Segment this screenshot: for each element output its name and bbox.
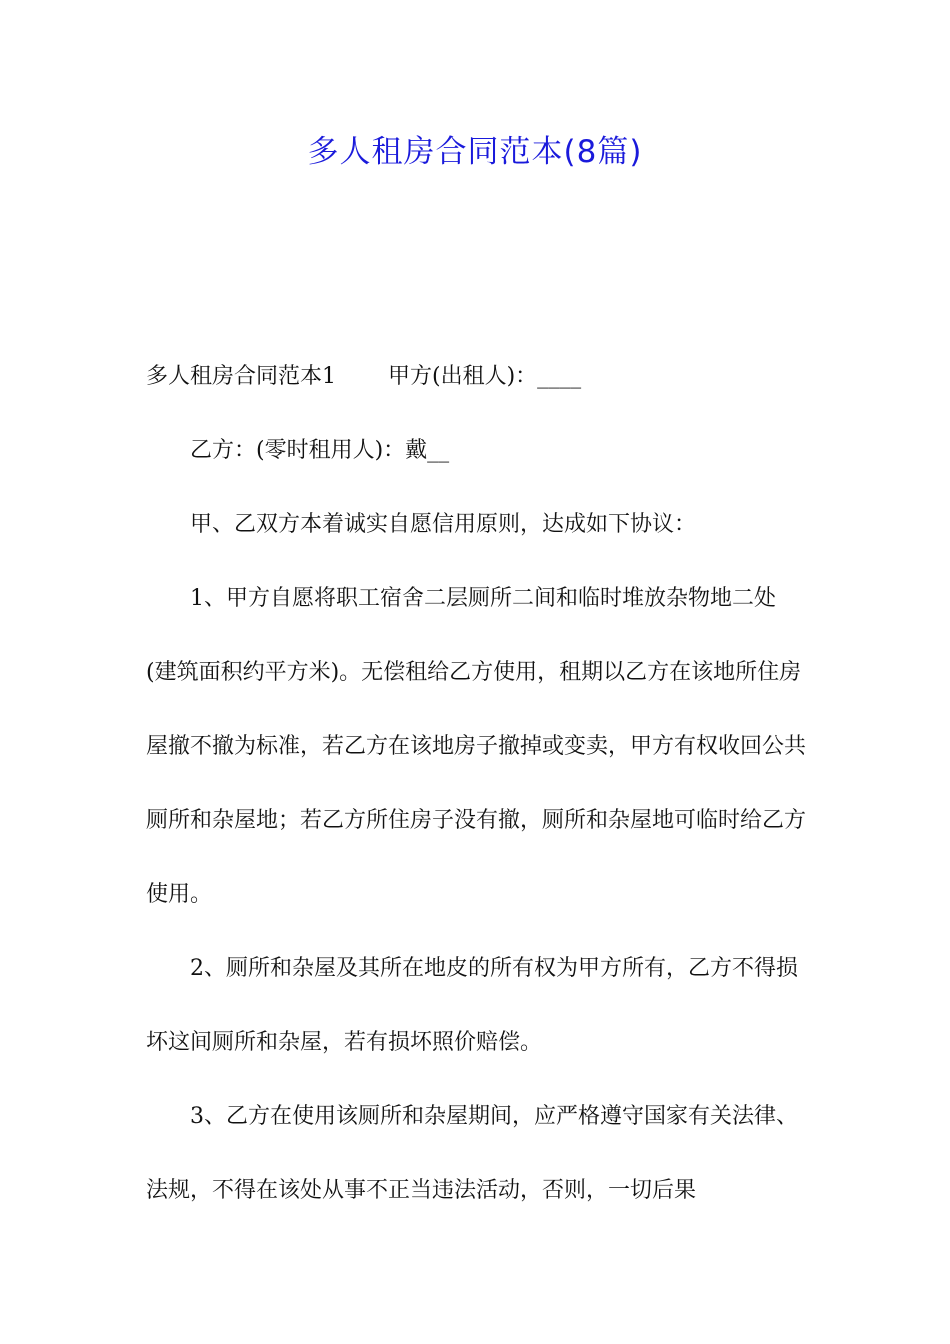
clause-2-paragraph: 2、厕所和杂屋及其所在地皮的所有权为甲方所有，乙方不得损坏这间厕所和杂屋，若有损坏照价赔偿。 bbox=[146, 956, 798, 1055]
sample-heading: 多人租房合同范本1 bbox=[146, 364, 336, 389]
clause-3-paragraph: 3、乙方在使用该厕所和杂屋期间，应严格遵守国家有关法律、法规，不得在该处从事不正当违法活动，否则，一切后果 bbox=[146, 1104, 798, 1203]
intro-paragraph: 甲、乙双方本着诚实自愿信用原则，达成如下协议： bbox=[190, 512, 697, 537]
document-body bbox=[146, 340, 806, 1228]
party-b-line: 乙方：(零时租用人)：戴__ bbox=[190, 438, 450, 463]
heading-line bbox=[146, 340, 806, 414]
clause-1-paragraph: 1、甲方自愿将职工宿舍二层厕所二间和临时堆放杂物地二处(建筑面积约平方米)。无偿租给乙方使用，租期以乙方在该地所住房屋撤不撤为标准，若乙方在该地房子撤掉或变卖，甲方有权收回公共厕所和杂屋地；若乙方所住房子没有撤，厕所和杂屋地可临时给乙方使用。 bbox=[146, 586, 807, 907]
party-a-line: 甲方(出租人)：____ bbox=[388, 364, 582, 389]
document-title: 多人租房合同范本(8篇) bbox=[307, 134, 643, 170]
